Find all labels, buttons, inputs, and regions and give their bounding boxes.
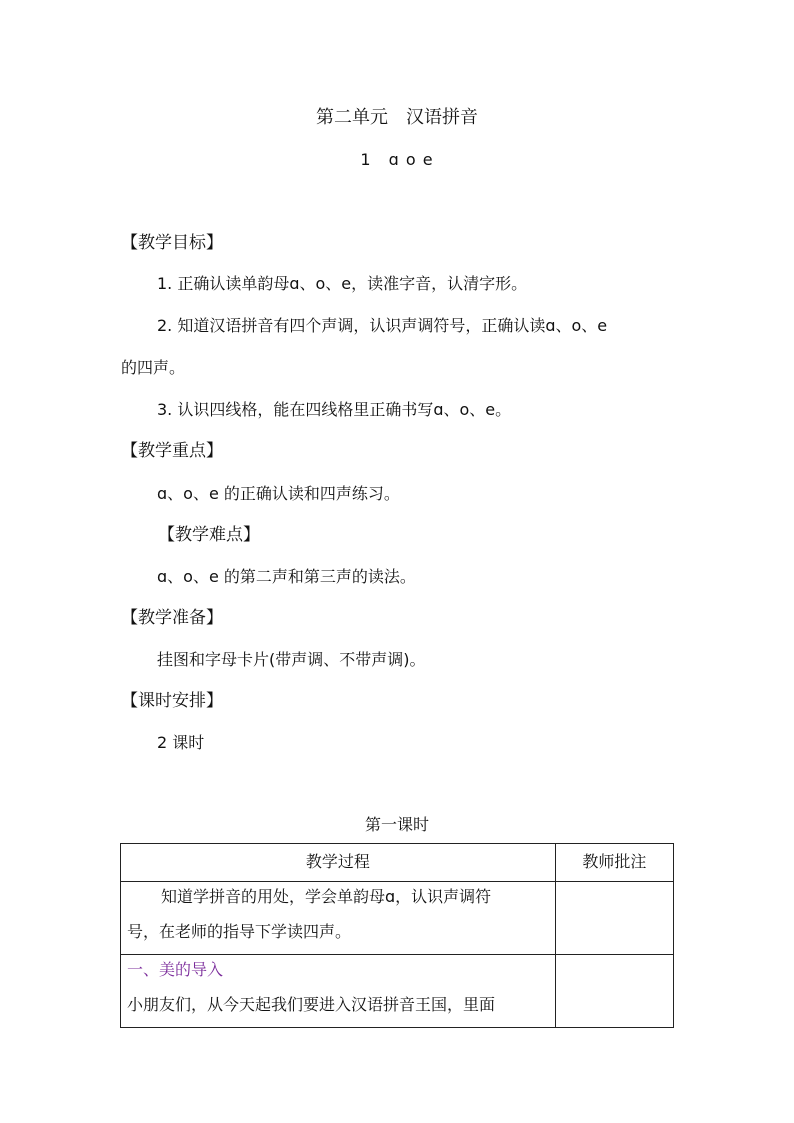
- notes-cell: [555, 882, 673, 955]
- objective-3: 3. 认识四线格，能在四线格里正确书写ɑ、o、e。: [157, 400, 512, 419]
- header-notes-label: 教师批注: [582, 852, 647, 871]
- header-process-label: 教学过程: [305, 852, 370, 871]
- table-header-row: [121, 844, 674, 882]
- preparation-text: 挂图和字母卡片(带声调、不带声调)。: [157, 650, 426, 669]
- objective-cell-line-1: 知道学拼音的用处，学会单韵母ɑ，认识声调符: [161, 887, 492, 906]
- difficult-points-heading: 【教学难点】: [158, 525, 260, 545]
- schedule-heading: 【课时安排】: [121, 691, 223, 711]
- table-row: [121, 955, 674, 1028]
- lesson-period-title: 第一课时: [364, 815, 429, 834]
- intro-line-1: 小朋友们，从今天起我们要进入汉语拼音王国，里面: [127, 995, 496, 1014]
- intro-cell: [121, 955, 556, 1028]
- objective-2-line-2: 的四声。: [121, 358, 186, 377]
- objective-cell-line-2: 号，在老师的指导下学读四声。: [127, 922, 352, 941]
- objective-cell: [121, 882, 556, 955]
- notes-cell: [555, 955, 673, 1028]
- preparation-heading: 【教学准备】: [121, 608, 223, 628]
- table-row: [121, 882, 674, 955]
- schedule-text: 2 课时: [157, 733, 205, 752]
- header-cell-process: [121, 844, 556, 882]
- header-cell-notes: [555, 844, 673, 882]
- lesson-subtitle: 1 ɑ o e: [360, 150, 434, 169]
- key-points-text: ɑ、o、e 的正确认读和四声练习。: [157, 484, 400, 503]
- difficult-points-text: ɑ、o、e 的第二声和第三声的读法。: [157, 567, 416, 586]
- intro-heading: 一、美的导入: [127, 960, 224, 979]
- objective-1: 1. 正确认读单韵母ɑ、o、e，读准字音，认清字形。: [157, 274, 528, 293]
- objective-2-line-1: 2. 知道汉语拼音有四个声调，认识声调符号，正确认读ɑ、o、e: [157, 316, 608, 335]
- lesson-plan-table: [120, 843, 674, 1028]
- unit-title: 第二单元 汉语拼音: [316, 107, 478, 128]
- objectives-heading: 【教学目标】: [121, 233, 223, 253]
- key-points-heading: 【教学重点】: [121, 441, 223, 461]
